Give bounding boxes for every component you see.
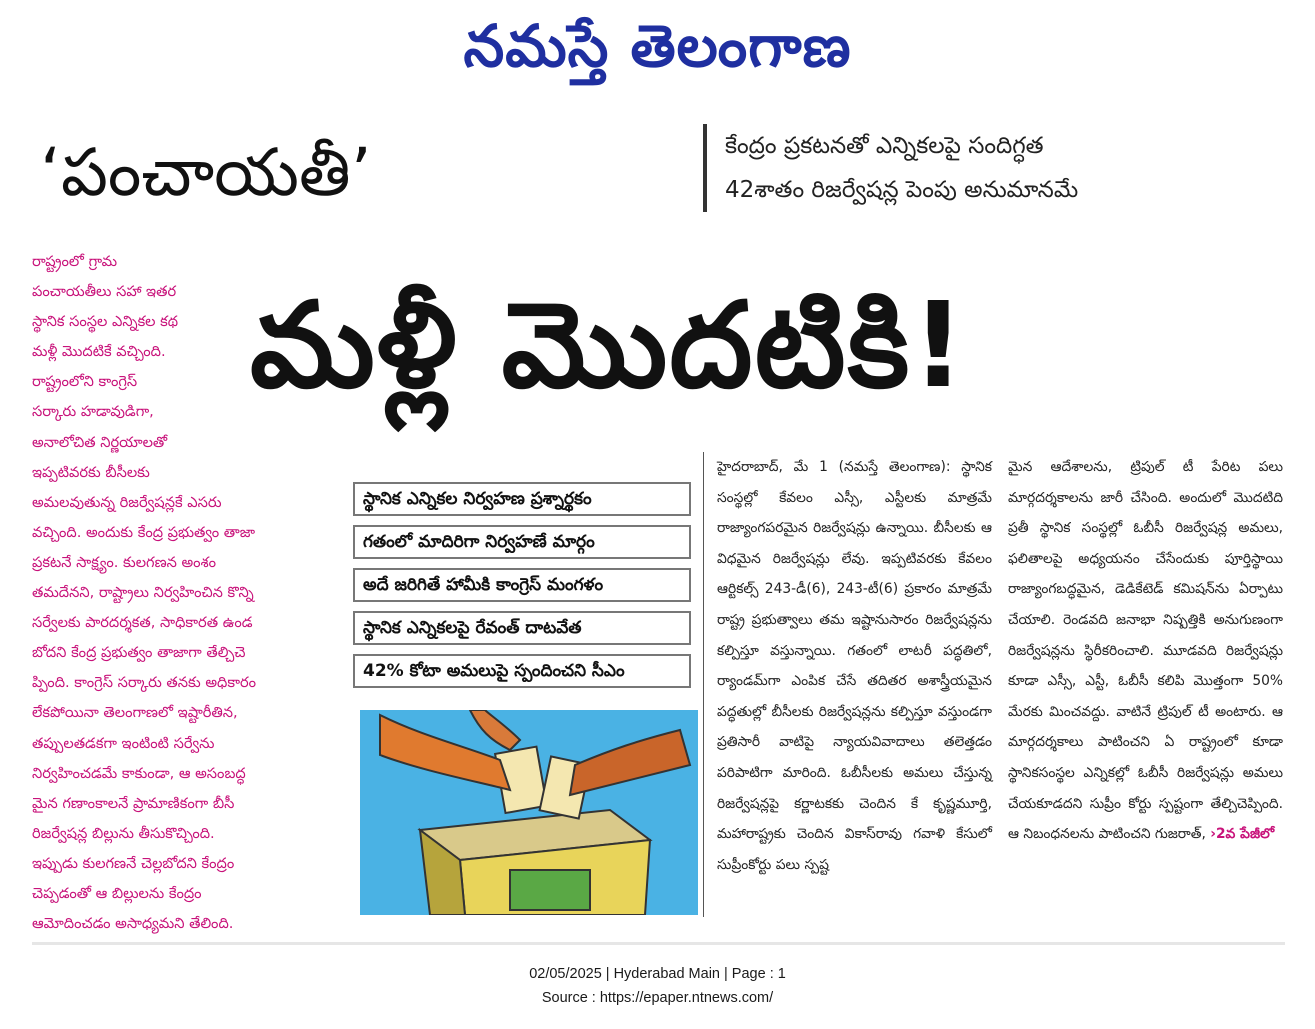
lead-line: ఇప్పుడు కులగణనే చెల్లబోదని కేంద్రం	[32, 854, 235, 872]
lead-line: మైన గణాంకాలనే ప్రామాణికంగా బీసీ	[32, 794, 235, 812]
lead-line: చెప్పడంతో ఆ బిల్లులను కేంద్రం	[32, 884, 202, 902]
lead-line: తప్పులతడకగా ఇంటింటి సర్వేను	[32, 734, 215, 752]
continued-label: 2వ పేజీలో	[1215, 826, 1275, 843]
lead-line: బోదని కేంద్ర ప్రభుత్వం తాజాగా తేల్చిచె	[32, 644, 246, 662]
highlight-item: స్థానిక ఎన్నికలపై రేవంత్ దాటవేత	[353, 611, 691, 645]
masthead-logo: నమస్తే తెలంగాణ	[463, 12, 852, 80]
ballot-box-icon	[360, 710, 698, 915]
lead-line: స్థానిక సంస్థల ఎన్నికల కథ	[32, 313, 179, 331]
subhead-1: కేంద్రం ప్రకటనతో ఎన్నికలపై సందిగ్ధత	[725, 133, 1044, 159]
lead-line: రాష్ట్రంలోని కాంగ్రెస్	[32, 373, 138, 391]
body-column-2	[1008, 452, 1283, 850]
footer-line-2: Source : https://epaper.ntnews.com/	[541, 990, 774, 1006]
lead-line: రిజర్వేషన్ల బిల్లును తీసుకొచ్చింది.	[32, 824, 215, 842]
lead-line: సర్కారు హడావుడిగా,	[32, 403, 154, 421]
lead-line: సర్వేలకు పారదర్శకత, సాధికారత ఉండ	[32, 614, 253, 632]
ballot-box-illustration	[360, 710, 698, 915]
lead-line: అనాలోచిత నిర్ణయాలతో	[32, 433, 168, 451]
lead-line: ప్రకటనే సాక్ష్యం. కులగణన అంశం	[32, 553, 217, 571]
highlight-item: స్థానిక ఎన్నికల నిర్వహణ ప్రశ్నార్థకం	[353, 482, 691, 516]
lead-paragraph	[32, 247, 322, 939]
continued-on-page: ›2వ పేజీలో	[1210, 826, 1275, 843]
highlight-item: గతంలో మాదిరిగా నిర్వహణే మార్గం	[353, 525, 691, 559]
lead-line: నిర్వహించడమే కాకుండా, ఆ అసంబద్ధ	[32, 764, 246, 782]
subheads	[703, 124, 1285, 212]
footer-rule	[32, 942, 1285, 945]
lead-line: లేకపోయినా తెలంగాణలో ఇష్టారీతిన,	[32, 704, 238, 722]
highlight-item: 42% కోటా అమలుపై స్పందించని సీఎం	[353, 654, 691, 688]
column-divider	[703, 452, 704, 917]
lead-line: ఇప్పటివరకు బీసీలకు	[32, 463, 150, 481]
body-column-1: హైదరాబాద్, మే 1 (నమస్తే తెలంగాణ): స్థానిక సంస్థల్లో కేవలం ఎస్సీ, ఎస్టీలకు మాత్రమే రాజ్యాంగపరమైన రిజర్వేషన్లు ఉన్నాయి. బీసీలకు ఆ విధమైన రిజర్వేషన్లు లేవు. ఇప్పటివరకు కేవలం ఆర్టికల్స్ 243-డీ(6), 243-టీ(6) ప్రకారం మాత్రమే రాష్ట్ర ప్రభుత్వాలు తమ ఇష్టానుసారం రిజర్వేషన్లను కల్పిస్తూ వస్తున్నాయి. గతంలో లాటరీ పద్ధతిలో, ర్యాండమ్‌గా ఎంపిక చేసే తదితర అశాస్త్రీయమైన పద్ధతుల్లో బీసీలకు రిజర్వేషన్లను కల్పిస్తూ వస్తుండగా ప్రతిసారీ వాటిపై న్యాయవివాదాలు తలెత్తడం పరిపాటిగా మారింది. ఓబీసీలకు అమలు చేస్తున్న రిజర్వేషన్లపై కర్ణాటకకు చెందిన కే కృష్ణమూర్తి, మహారాష్ట్రకు చెందిన వికాస్‌రావు గవాళి కేసులో సుప్రీంకోర్టు పలు స్పష్ట	[717, 459, 992, 873]
highlight-item: అదే జరిగితే హామీకి కాంగ్రెస్ మంగళం	[353, 568, 691, 602]
lead-line: తమదేనని, రాష్ట్రాలు నిర్వహించిన కొన్ని	[32, 584, 254, 602]
kicker-title: ‘పంచాయతీ’	[40, 134, 372, 211]
lead-line: ప్పింది. కాంగ్రెస్ సర్కారు తనకు అధికారం	[32, 674, 257, 692]
lead-line: రాష్ట్రంలో గ్రామ	[32, 253, 118, 270]
body-column-2-text: మైన ఆదేశాలను, ట్రిపుల్ టీ పేరిట పలు మార్గదర్శకాలను జారీ చేసింది. అందులో మొదటిది ప్రతీ స్థానిక సంస్థల్లో ఓబీసీ రిజర్వేషన్ల అమలు, ఫలితాలపై అధ్యయనం చేసేందుకు పూర్తిస్థాయి రాజ్యాంగబద్ధమైన, డెడికేటెడ్ కమిషన్‌ను ఏర్పాటు చేయాలి. రెండవది జనాభా నిష్పత్తికి అనుగుణంగా రిజర్వేషన్లను స్థిరీకరించాలి. మూడవది రిజర్వేషన్లు కూడా ఎస్సీ, ఎస్టీ, ఓబీసీ కలిపి మొత్తంగా 50% మేరకు మించవద్దు. వాటినే ట్రిపుల్ టీ అంటారు. ఆ మార్గదర్శకాలు పాటించని ఏ రాష్ట్రంలో కూడా స్థానికసంస్థల ఎన్నికల్లో ఓబీసీ రిజర్వేషన్లు అమలు చేయకూడదని సుప్రీం కోర్టు స్పష్టంగా తేల్చిచెప్పింది. ఆ నిబంధనలను పాటించని గుజరాత్,	[1008, 459, 1283, 843]
subhead-2: 42శాతం రిజర్వేషన్ల పెంపు అనుమానమే	[725, 177, 1079, 203]
lead-line: అమలవుతున్న రిజర్వేషన్లకే ఎసరు	[32, 493, 222, 511]
footer-line-1: 02/05/2025 | Hyderabad Main | Page : 1	[529, 966, 786, 982]
lead-line: మళ్లీ మొదటికే వచ్చింది.	[32, 343, 166, 361]
lead-line: వచ్చింది. అందుకు కేంద్ర ప్రభుత్వం తాజా	[32, 523, 255, 541]
highlights-box	[353, 482, 691, 697]
headline: మళ్లీ మొదటికి!	[250, 276, 968, 414]
lead-line: ఆమోదించడం అసాధ్యమని తేలింది.	[32, 915, 234, 933]
lead-line: పంచాయతీలు సహా ఇతర	[32, 283, 177, 301]
